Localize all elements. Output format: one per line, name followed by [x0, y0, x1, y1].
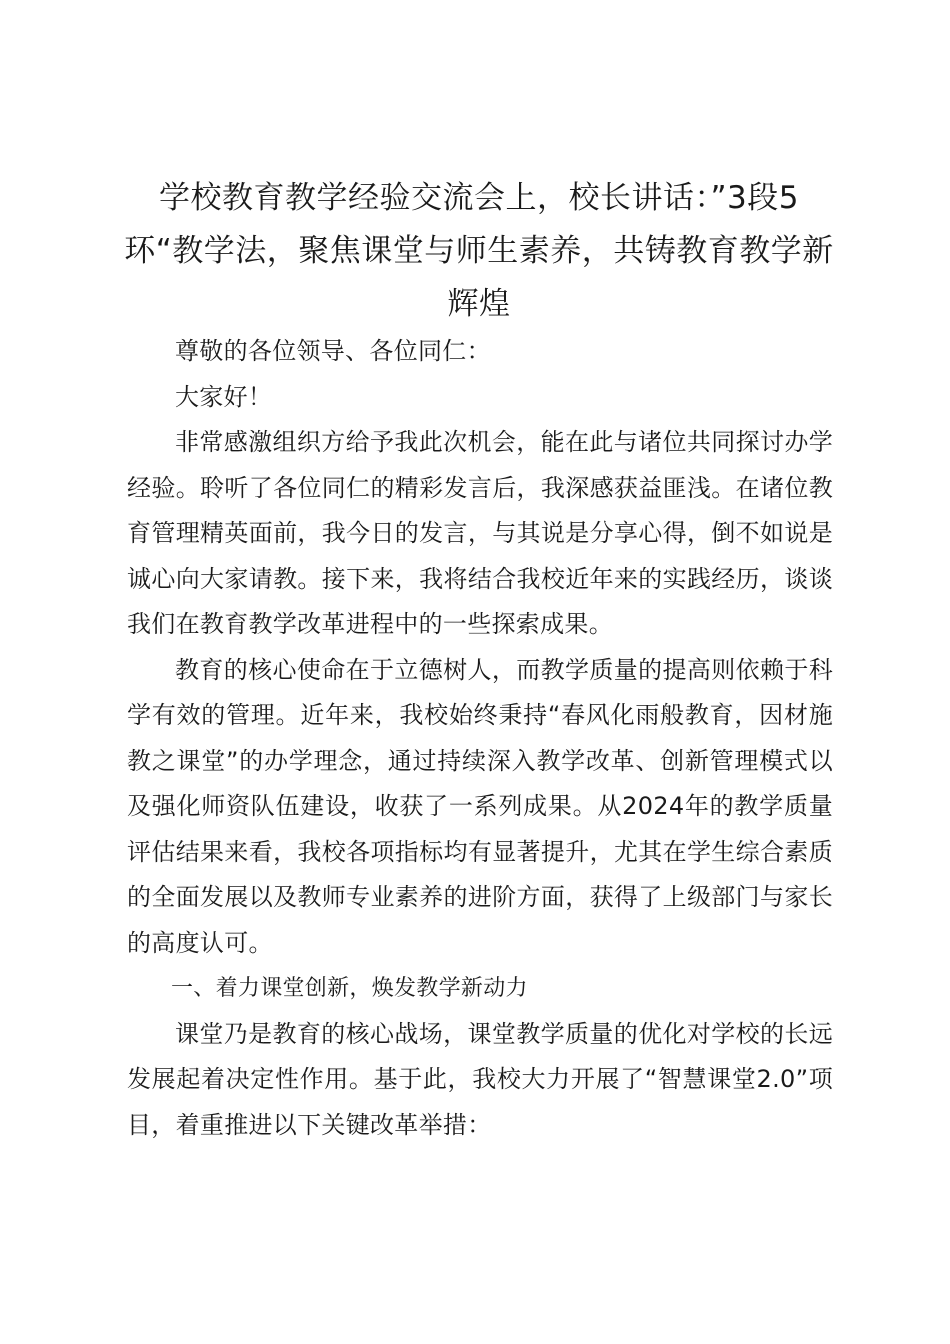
document-body: [127, 329, 833, 1148]
section-paragraph: 课堂乃是教育的核心战场，课堂教学质量的优化对学校的长远发展起着决定性作用。基于此，我校大力开展了“智慧课堂2.0”项目，着重推进以下关键改革举措：: [127, 1019, 833, 1139]
section-heading: 一、着力课堂创新，焕发教学新动力: [171, 976, 528, 1001]
salutation-line: 大家好！: [175, 382, 273, 411]
greeting-line: 尊敬的各位领导、各位同仁：: [175, 337, 491, 365]
document-title: 学校教育教学经验交流会上，校长讲话：”3段5环“教学法，聚焦课堂与师生素养，共铸教育教学新辉煌: [124, 180, 834, 322]
intro-paragraph: 非常感激组织方给予我此次机会，能在此与诸位共同探讨办学经验。聆听了各位同仁的精彩发言后，我深感获益匪浅。在诸位教育管理精英面前，我今日的发言，与其说是分享心得，倒不如说是诚心向大家请教。接下来，我将结合我校近年来的实践经历，谈谈我们在教育教学改革进程中的一些探索成果。: [127, 428, 833, 638]
mission-paragraph: 教育的核心使命在于立德树人，而教学质量的提高则依赖于科学有效的管理。近年来，我校始终秉持“春风化雨般教育，因材施教之课堂”的办学理念，通过持续深入教学改革、创新管理模式以及强化师资队伍建设，收获了一系列成果。从2024年的教学质量评估结果来看，我校各项指标均有显著提升，尤其在学生综合素质的全面发展以及教师专业素养的进阶方面，获得了上级部门与家长的高度认可。: [127, 655, 833, 957]
